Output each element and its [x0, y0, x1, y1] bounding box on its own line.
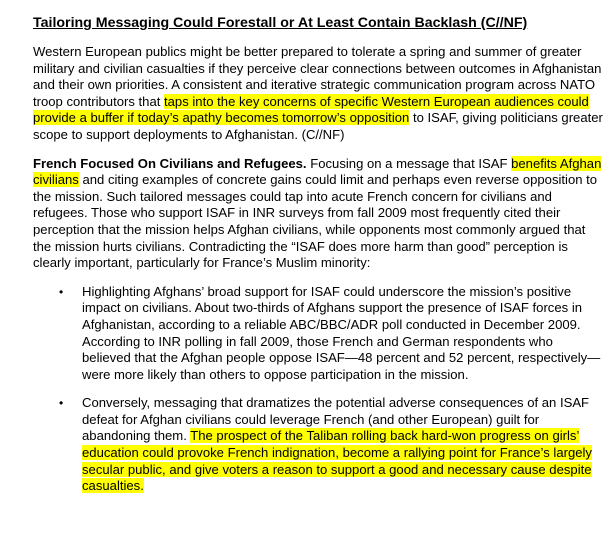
paragraph-french-text: Focusing on a message that ISAF — [306, 155, 512, 171]
paragraph-intro-text-end: to ISAF, giving politicians greater scope to support deployments to Afghanistan. (C//NF) — [33, 110, 603, 142]
paragraph-intro-text: Western European publics might be better prepared to tolerate a spring and summer of greater military and civilian casualties if they perceive clear connections between outcomes in Afghanistan and their own priorities. A consistent and iterative strategic communication program across NATO troop contributors that — [33, 44, 602, 109]
highlighted-text: taps into the key concerns of specific Western European audiences could provide a buffer if today’s apathy becomes tomorrow’s opposition — [33, 93, 589, 126]
list-item — [33, 284, 603, 384]
highlighted-text: benefits Afghan civilians — [33, 155, 602, 188]
paragraph-french — [33, 156, 603, 272]
document-body — [33, 14, 603, 507]
bullet-icon: • — [59, 396, 64, 411]
paragraph-french-text-end: and citing examples of concrete gains could limit and perhaps even reverse opposition to the mission. Such tailored messages could tap into acute French concern for civilians and refugees. Those who support ISAF in INR surveys from fall 2009 most frequently cited their perception that the mission helps Afghan civilians, while opponents most commonly argued that the mission hurts civilians. Contradicting the “ISAF does more harm than good” perception is clearly important, particularly for France’s Muslim minority: — [33, 172, 598, 271]
list-item-text: Conversely, messaging that dramatizes the potential adverse consequences of an ISAF defeat for Afghan civilians could leverage French (and other European) guilt for abandoning them. — [82, 395, 590, 444]
paragraph-intro — [33, 44, 603, 144]
section-heading: Tailoring Messaging Could Forestall or At Least Contain Backlash (C//NF) — [33, 15, 528, 31]
highlighted-text: The prospect of the Taliban rolling back hard-won progress on girls’ education could provoke French indignation, become a rallying point for France’s largely secular public, and give voters a reason to support a good and necessary cause despite casualties. — [82, 428, 592, 494]
bullet-list — [33, 284, 603, 495]
list-item — [33, 395, 603, 495]
paragraph-lead-heading: French Focused On Civilians and Refugees. — [33, 155, 307, 171]
list-item-text: Highlighting Afghans’ broad support for ISAF could underscore the mission’s positive impact on civilians. About two-thirds of Afghans support the presence of ISAF forces in Afghanistan, according to a reliable ABC/BBC/ADR poll conducted in December 2009. According to INR polling in fall 2009, those French and German respondents who believed that the Afghan people oppose ISAF—48 percent and 52 percent, respectively—were more likely than others to oppose participation in the mission. — [82, 283, 601, 382]
bullet-icon: • — [59, 284, 64, 299]
